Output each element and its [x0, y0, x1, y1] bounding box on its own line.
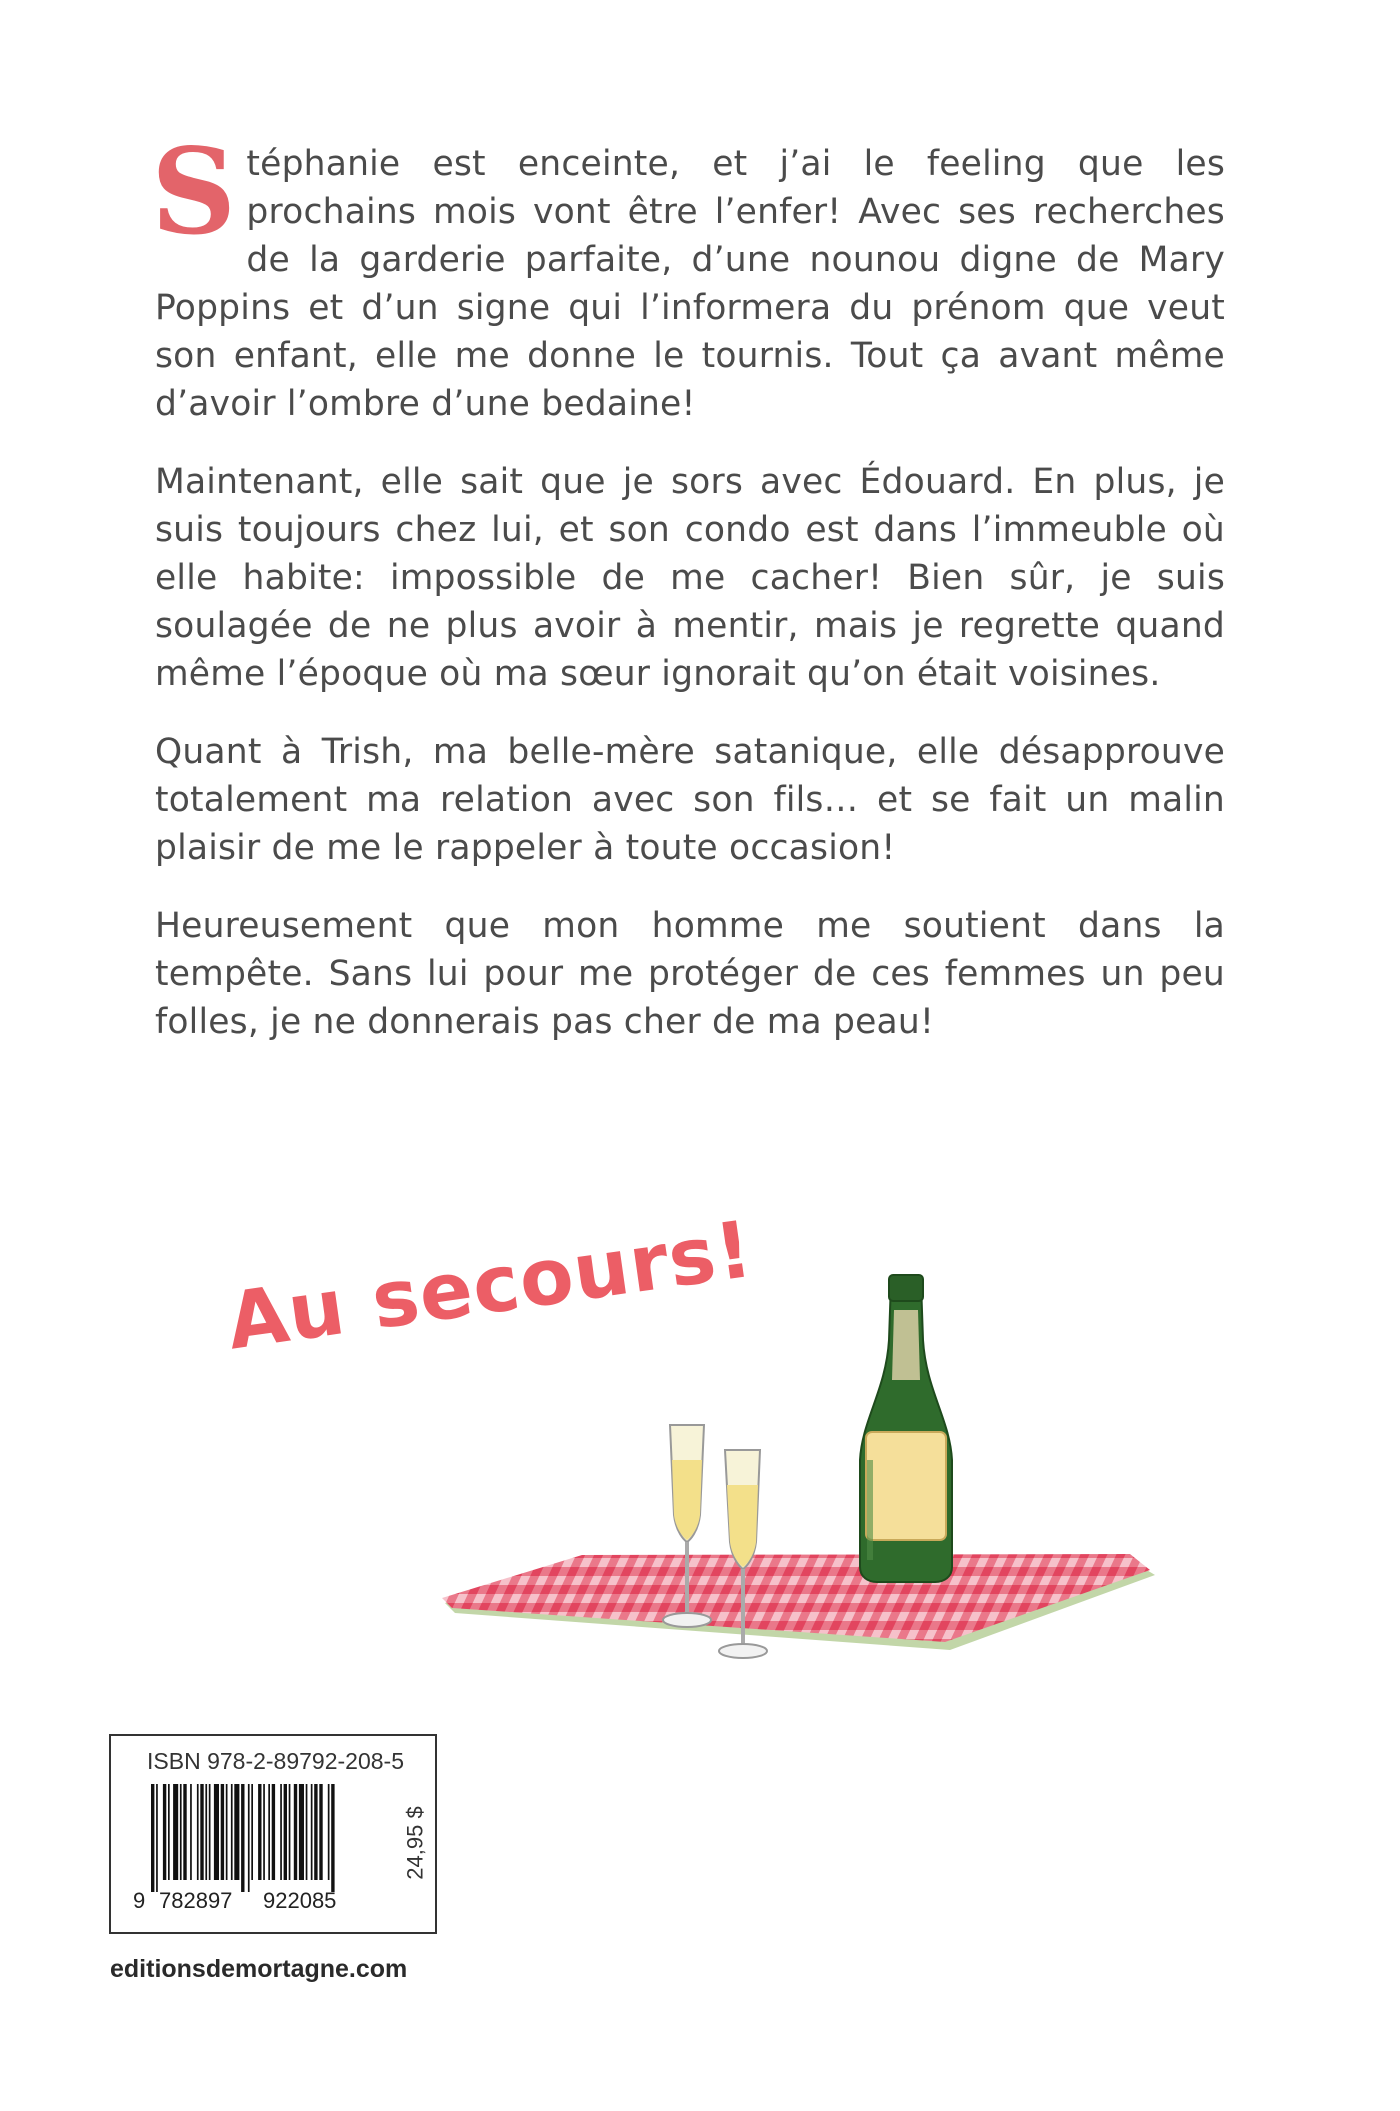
champagne-picnic-illustration [430, 1270, 1200, 1710]
barcode-bar [299, 1784, 304, 1880]
barcode-bar [183, 1784, 186, 1880]
barcode-bar [151, 1784, 154, 1892]
barcode-bar [328, 1784, 330, 1880]
barcode-digits: 922085 [263, 1888, 337, 1913]
blurb-paragraph-2: Maintenant, elle sait que je sors avec Édouard. En plus, je suis toujours chez lui, et son condo est dans l’immeuble où elle habite: impossible de me cacher! Bien sûr, je suis soulagée de ne plus avoir à mentir, mais je regrette quand même l’époque où ma sœur ignorait qu’on était voisines. [155, 462, 1225, 694]
barcode-bar [231, 1784, 233, 1880]
barcode-bar [190, 1784, 192, 1880]
picnic-blanket [442, 1554, 1155, 1650]
barcode-bar [234, 1784, 239, 1880]
barcode-bar [319, 1784, 322, 1880]
barcode-bar [168, 1784, 170, 1880]
barcode-bar [258, 1784, 261, 1880]
barcode-bar [289, 1784, 291, 1880]
barcode-bar [314, 1784, 317, 1880]
barcode-bar [251, 1784, 253, 1880]
barcode-bar [209, 1784, 211, 1880]
barcode-digits: 782897 [159, 1888, 233, 1913]
blurb-paragraph-1 [151, 122, 1225, 428]
barcode-bar [163, 1784, 166, 1880]
barcode-bar [294, 1784, 297, 1880]
barcode-bar [248, 1784, 250, 1892]
barcode-bar [284, 1784, 287, 1880]
barcode-bar [180, 1784, 182, 1880]
barcode-bar [268, 1784, 270, 1880]
barcode-digits: 9 [133, 1888, 146, 1913]
barcode-bar [197, 1784, 199, 1880]
barcode-bar [214, 1784, 219, 1880]
barcode [133, 1784, 383, 1914]
barcode-bar [226, 1784, 228, 1880]
barcode-bar [280, 1784, 282, 1880]
barcode-bar [173, 1784, 178, 1880]
isbn-label: ISBN 978-2-89792-208-5 [147, 1748, 404, 1774]
drop-cap-letter: S [151, 122, 237, 261]
blurb-paragraph-1-text: téphanie est enceinte, et j’ai le feeling que les prochains mois vont être l’enfer! Avec ses recherches de la garderie parfaite, d’une nounou digne de Mary Poppins et d’un signe qui l’informera du prénom que veut son enfant, elle me donne le tournis. Tout ça avant même d’avoir l’ombre d’une bedaine! [155, 144, 1225, 424]
isbn-barcode-box [109, 1734, 437, 1934]
barcode-bar [156, 1784, 158, 1892]
barcode-bar [272, 1784, 275, 1880]
back-cover-blurb [151, 122, 1225, 1076]
barcode-bar [263, 1784, 265, 1880]
barcode-bar [331, 1784, 334, 1892]
barcode-bar [306, 1784, 308, 1880]
price-label: 24,95 $ [402, 1806, 428, 1880]
blurb-paragraph-4: Heureusement que mon homme me soutient dans la tempête. Sans lui pour me protéger de ces femmes un peu folles, je ne donnerais pas cher de ma peau! [155, 906, 1225, 1042]
barcode-bar [205, 1784, 207, 1880]
barcode-bar [221, 1784, 224, 1880]
barcode-bar [241, 1784, 244, 1892]
barcode-bar [311, 1784, 313, 1880]
champagne-bottle [860, 1275, 952, 1582]
publisher-website: editionsdemortagne.com [110, 1955, 408, 1983]
blurb-paragraph-3: Quant à Trish, ma belle-mère satanique, elle désapprouve totalement ma relation avec son fils… et se fait un malin plaisir de me le rappeler à toute occasion! [155, 732, 1225, 868]
tagline: Au secours! [221, 1204, 759, 1368]
barcode-bar [200, 1784, 203, 1880]
